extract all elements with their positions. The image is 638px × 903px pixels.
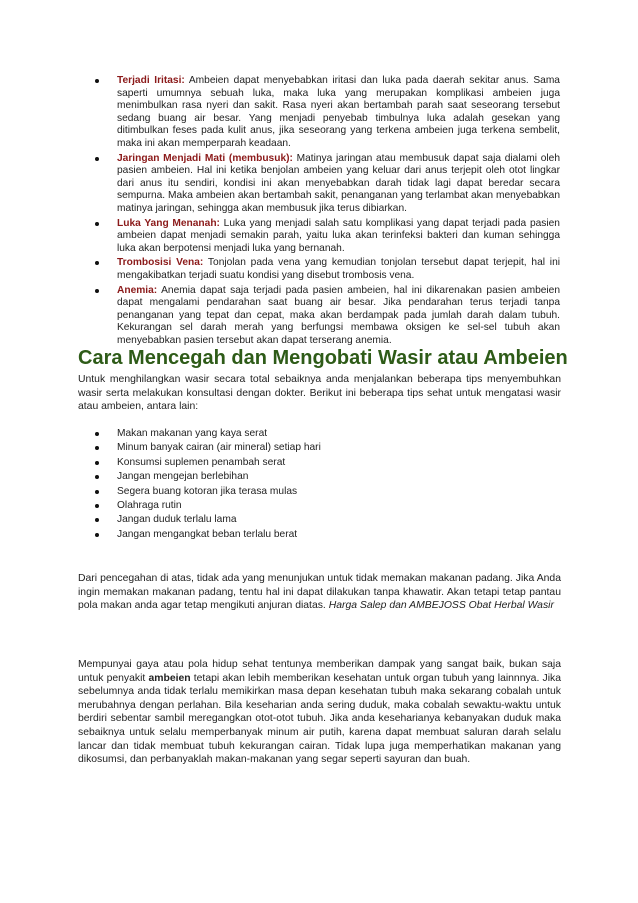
complication-term: Jaringan Menjadi Mati (membusuk): (117, 152, 293, 164)
complication-term: Terjadi Iritasi: (117, 75, 185, 86)
complication-item (93, 285, 560, 348)
tips-list (93, 427, 553, 542)
tip-text: Minum banyak cairan (air mineral) setiap hari (117, 442, 321, 454)
bullet-icon (95, 432, 99, 436)
complication-text: Tonjolan pada vena yang kemudian tonjolan tersebut dapat terjepit, hal ini mengakibatkan terjadi suatu kondisi yang disebut trombosis vena. (117, 257, 560, 281)
product-link-text: Harga Salep dan AMBEJOSS Obat Herbal Wasir (325, 600, 554, 612)
complication-term: Anemia: (117, 284, 158, 296)
complication-text: Matinya jaringan atau membusuk dapat saja dialami oleh pasien ambeien. Hal ini ketika benjolan ambeien yang keluar dari anus terjepit oleh otot lingkar dari anus itu sendiri, kondisi ini akan menyebabkan darah tidak lagi dapat beredar secara sempurna. Maka ambeien akan bertambah sakit, penanganan yang terlambat akan menyebabkan matinya jaringan, sehingga akan membusuk jika terus dibiarkan. (117, 152, 560, 214)
bullet-icon (95, 446, 99, 450)
lifestyle-paragraph (78, 658, 561, 767)
prevention-paragraph (78, 572, 561, 613)
bullet-icon (95, 261, 99, 265)
section-heading: Cara Mencegah dan Mengobati Wasir atau Ambeien (78, 347, 568, 369)
complication-text: Luka yang menjadi salah satu komplikasi yang dapat terjadi pada pasien ambeien dapat menjadi semakin parah, yaitu luka akan terinfeksi bakteri dan kuman sehingga luka akan berpotensi menjadi luka yang bernanah. (117, 217, 560, 254)
complication-text: Anemia dapat saja terjadi pada pasien ambeien, hal ini dikarenakan pasien ambeien dapat mengalami pendarahan saat buang air besar. Jika pendarahan terus terjadi tanpa penanganan yang tepat dan cepat, maka akan berdampak pada jumlah darah dalam tubuh. Kekurangan sel darah merah yang berfungsi membawa oksigen ke sel-sel tubuh akan menyebabkan pasien tersebut akan dapat terserang anemia. (117, 284, 560, 346)
bullet-icon (95, 490, 99, 494)
bullet-icon (95, 504, 99, 508)
bullet-icon (95, 157, 99, 161)
prevention-text: Dari pencegahan di atas, tidak ada yang menunjukan untuk tidak memakan makanan padang. Jika Anda ingin memakan makanan padang, tentu hal ini dapat dilakukan tanpa khawatir. Akan tetapi tetap pantau pola makan anda agar tetap mengikuti anjuran diatas. (78, 573, 561, 612)
bullet-icon (95, 289, 99, 293)
tip-text: Olahraga rutin (117, 500, 182, 512)
tip-text: Jangan mengangkat beban terlalu berat (117, 528, 298, 540)
bullet-icon (95, 461, 99, 465)
intro-paragraph: Untuk menghilangkan wasir secara total sebaiknya anda menjalankan beberapa tips menyembuhkan wasir serta melakukan konsultasi dengan dokter. Berikut ini beberapa tips sehat untuk mengatasi wasir atau ambeien, antara lain: (78, 374, 561, 413)
tip-text: Jangan duduk terlalu lama (117, 514, 237, 526)
tip-item (93, 470, 553, 484)
lifestyle-text-before: Mempunyai gaya atau pola hidup sehat tentunya memberikan dampak yang sangat baik, bukan saja untuk penyakit (78, 659, 561, 684)
complication-item (93, 75, 560, 151)
tip-item (93, 427, 553, 441)
tip-text: Konsumsi suplemen penambah serat (117, 456, 286, 468)
tip-item (93, 499, 553, 513)
complication-text: Ambeien dapat menyebabkan iritasi dan luka pada daerah sekitar anus. Sama saperti umumnya sebuah luka, maka luka yang merupakan komplikasi ambeien juga menimbulkan rasa nyeri dan sakit. Rasa nyeri akan bertambah parah saat seseorang tersebut sedang buang air besar. Yang menjadi penyebab timbulnya luka adalah gesekan yang ditimbulkan feses pada kulit anus, jika seseorang yang terkena ambeien juga terkena sembelit, maka ini akan memperparah keadaan. (117, 75, 560, 149)
complication-term: Luka Yang Menanah: (117, 217, 220, 229)
tip-item (93, 528, 553, 542)
tip-item (93, 456, 553, 470)
lifestyle-keyword: ambeien (148, 672, 191, 684)
bullet-icon (95, 475, 99, 479)
complication-item (93, 218, 560, 256)
tip-text: Makan makanan yang kaya serat (117, 428, 268, 439)
bullet-icon (95, 533, 99, 537)
bullet-icon (95, 222, 99, 226)
complication-term: Trombosisi Vena: (117, 257, 204, 269)
lifestyle-text-after: tetapi akan lebih memberikan kesehatan untuk organ tubuh yang lainnnya. Jika sebelumnya anda tidak terlalu memikirkan masa depan kesehatan tubuh maka sekarang cobalah untuk merubahnya dengan perlahan. Bila keseharian anda sering duduk, maka cobalah sewaktu-waktu untuk berdiri sebentar sambil meregangkan otot-otot tubuh. Jika anda keseharianya kebanyakan duduk maka sebaiknya untuk selalu memperbanyak minum air putih, karena dapat membuat saluran darah selalu lancar dan tidak membuat tubuh kekurangan cairan. Tidak lupa juga memperhatikan makanan yang dikosumsi, dan perbanyaklah makan-makanan yang segar seperti sayuran dan buah. (78, 672, 561, 766)
complication-item (93, 153, 560, 216)
complications-list (93, 75, 560, 349)
complication-item (93, 257, 560, 282)
tip-item (93, 485, 553, 499)
bullet-icon (95, 79, 99, 83)
tip-text: Jangan mengejan berlebihan (117, 471, 249, 483)
tip-item (93, 513, 553, 527)
bullet-icon (95, 518, 99, 522)
tip-text: Segera buang kotoran jika terasa mulas (117, 485, 298, 497)
tip-item (93, 441, 553, 455)
